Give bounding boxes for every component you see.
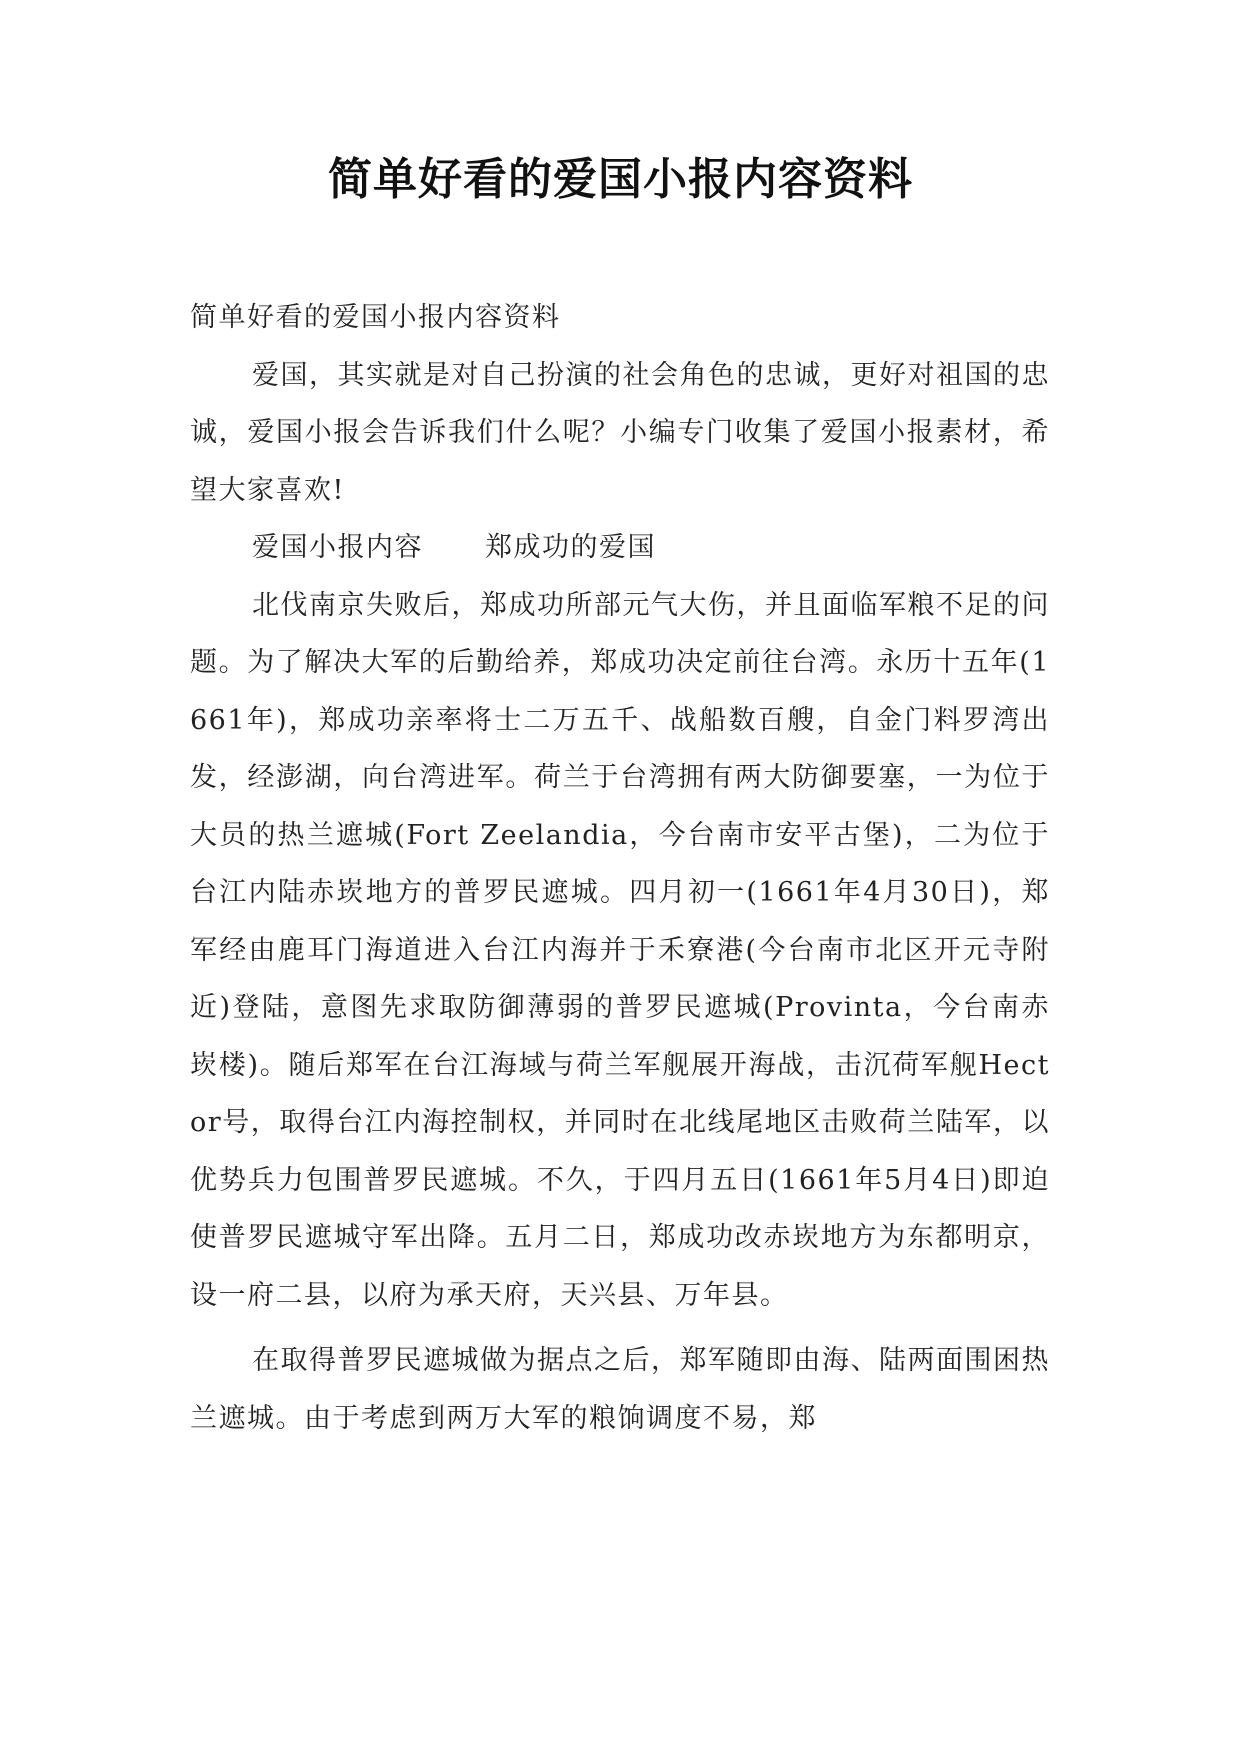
document-title: 简单好看的爱国小报内容资料	[328, 154, 913, 205]
section-title: 郑成功的爱国	[485, 532, 656, 563]
section-label: 爱国小报内容	[252, 532, 423, 563]
document-subtitle: 简单好看的爱国小报内容资料	[190, 302, 561, 333]
intro-paragraph: 爱国，其实就是对自己扮演的社会角色的忠诚，更好对祖国的忠诚，爱国小报会告诉我们什么呢？小编专门收集了爱国小报素材，希望大家喜欢!	[190, 359, 1050, 506]
document-body	[190, 289, 1050, 1447]
body-paragraph-2: 在取得普罗民遮城做为据点之后，郑军随即由海、陆两面围困热兰遮城。由于考虑到两万大军的粮饷调度不易，郑	[190, 1345, 1050, 1434]
body-paragraph-1: 北伐南京失败后，郑成功所部元气大伤，并且面临军粮不足的问题。为了解决大军的后勤给养，郑成功决定前往台湾。永历十五年(1661年)，郑成功亲率将士二万五千、战船数百艘，自金门料罗湾出发，经澎湖，向台湾进军。荷兰于台湾拥有两大防御要塞，一为位于大员的热兰遮城(Fort Zeelandia，今台南市安平古堡)，二为位于台江内陆赤崁地方的普罗民遮城。四月初一(1661年4月30日)，郑军经由鹿耳门海道进入台江内海并于禾寮港(今台南市北区开元寺附近)登陆，意图先求取防御薄弱的普罗民遮城(Provinta，今台南赤崁楼)。随后郑军在台江海域与荷兰军舰展开海战，击沉荷军舰Hector号，取得台江内海控制权，并同时在北线尾地区击败荷兰陆军，以优势兵力包围普罗民遮城。不久，于四月五日(1661年5月4日)即迫使普罗民遮城守军出降。五月二日，郑成功改赤崁地方为东都明京，设一府二县，以府为承天府，天兴县、万年县。	[190, 589, 1050, 1311]
section-heading-line	[190, 519, 1050, 577]
